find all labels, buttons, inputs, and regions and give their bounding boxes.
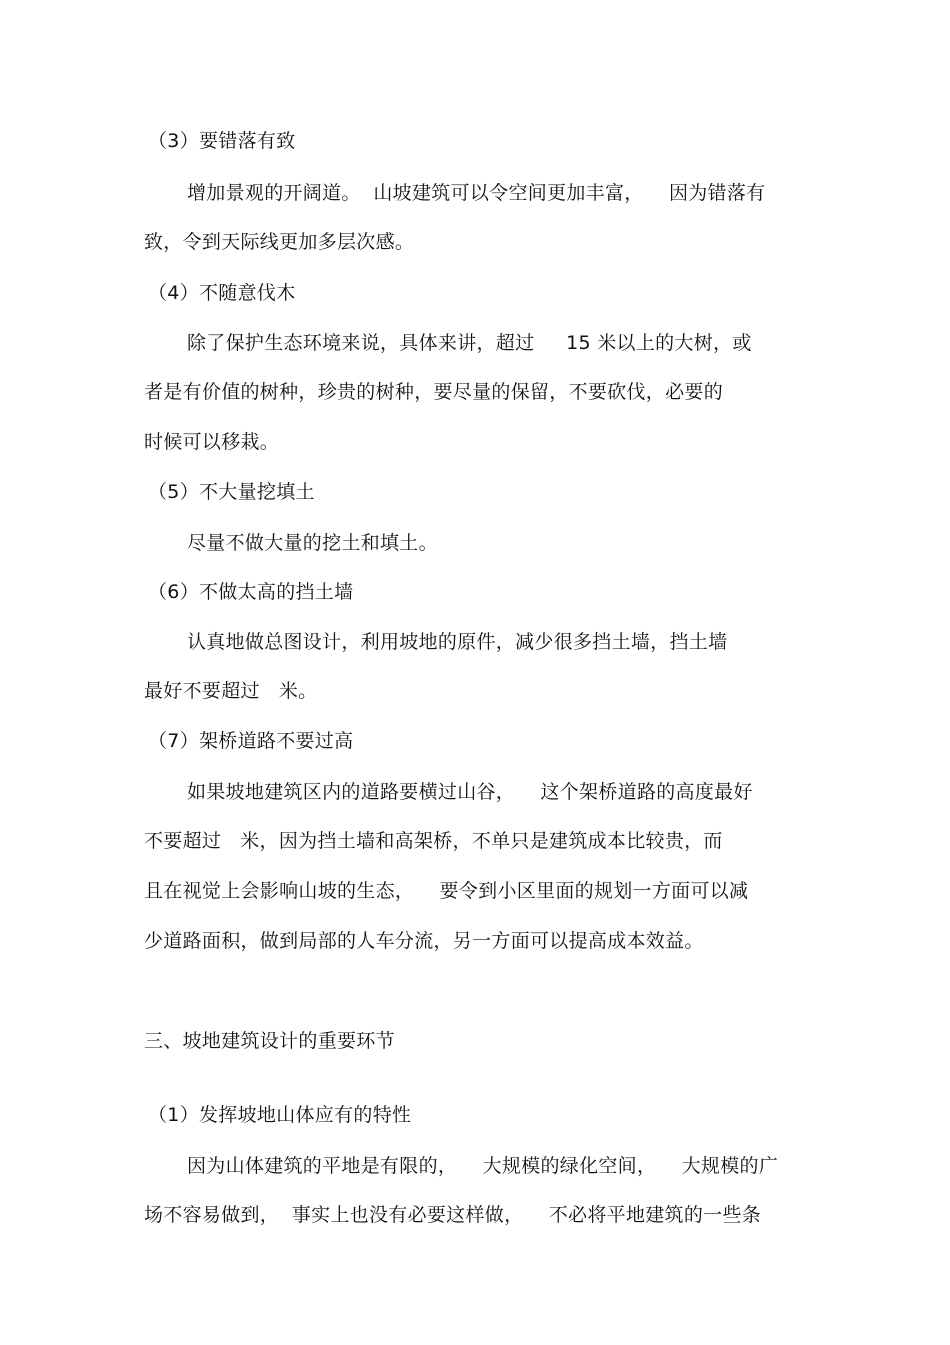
paragraph-line: 时候可以移栽。 [144, 431, 280, 453]
paragraph-first-line: 除了保护生态环境来说，具体来讲，超过 15 米以上的大树，或 [187, 332, 752, 354]
paragraph-first-line: 认真地做总图设计，利用坡地的原件，减少很多挡土墙，挡土墙 [187, 631, 728, 653]
numbered-heading: （3）要错落有致 [148, 130, 296, 152]
subsection-heading: （1）发挥坡地山体应有的特性 [148, 1104, 412, 1126]
paragraph-first-line: 增加景观的开阔道。 山坡建筑可以令空间更加丰富， 因为错落有 [187, 182, 766, 204]
numbered-heading: （4）不随意伐木 [148, 282, 296, 304]
paragraph-line: 致，令到天际线更加多层次感。 [144, 231, 415, 253]
paragraph-line: 且在视觉上会影响山坡的生态， 要令到小区里面的规划一方面可以减 [144, 880, 749, 902]
paragraph-first-line: 如果坡地建筑区内的道路要横过山谷， 这个架桥道路的高度最好 [187, 781, 753, 803]
numbered-heading: （5）不大量挖填土 [148, 481, 315, 503]
paragraph-line: 场不容易做到， 事实上也没有必要这样做， 不必将平地建筑的一些条 [144, 1204, 762, 1226]
paragraph-line: 最好不要超过 米。 [144, 680, 318, 702]
numbered-heading: （7）架桥道路不要过高 [148, 730, 354, 752]
section-heading: 三、坡地建筑设计的重要环节 [144, 1030, 395, 1052]
paragraph-first-line: 因为山体建筑的平地是有限的， 大规模的绿化空间， 大规模的广 [187, 1155, 779, 1177]
paragraph-line: 不要超过 米，因为挡土墙和高架桥，不单只是建筑成本比较贵，而 [144, 830, 723, 852]
paragraph-line: 者是有价值的树种，珍贵的树种，要尽量的保留，不要砍伐，必要的 [144, 381, 724, 403]
paragraph-line: 少道路面积，做到局部的人车分流，另一方面可以提高成本效益。 [144, 930, 704, 952]
numbered-heading: （6）不做太高的挡土墙 [148, 581, 354, 603]
paragraph-first-line: 尽量不做大量的挖土和填土。 [187, 532, 438, 554]
